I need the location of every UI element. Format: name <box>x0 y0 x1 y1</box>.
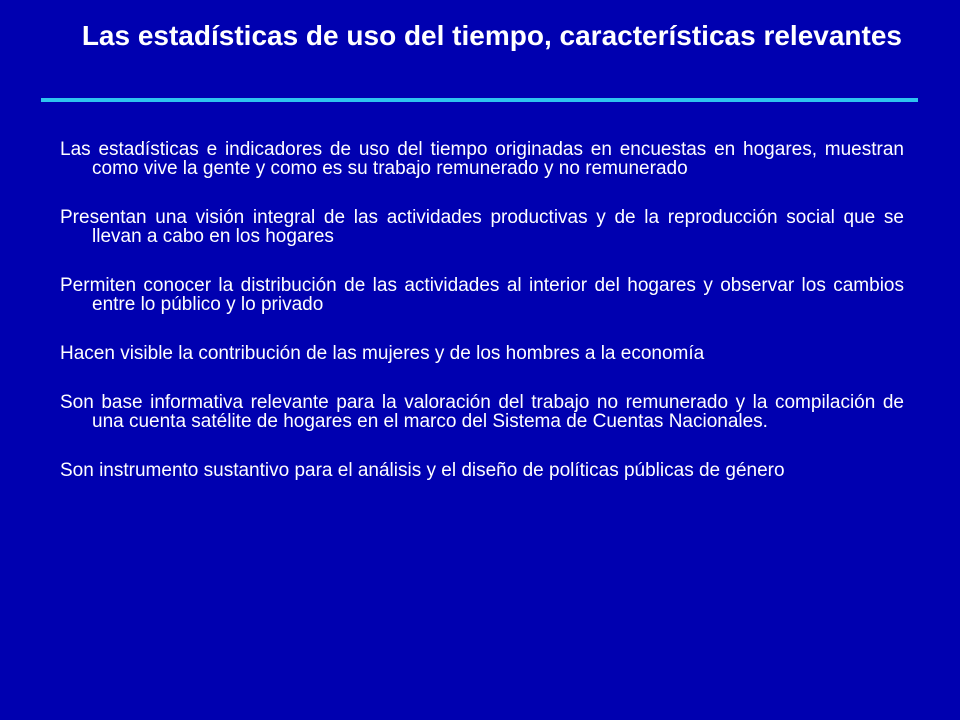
title-underline <box>41 98 918 102</box>
paragraph-2: Presentan una visión integral de las actividades productivas y de la reproducción social que se llevan a cabo en los hogares <box>60 207 904 247</box>
paragraph-5: Son base informativa relevante para la valoración del trabajo no remunerado y la compilación de una cuenta satélite de hogares en el marco del Sistema de Cuentas Nacionales. <box>60 392 904 432</box>
paragraph-6: Son instrumento sustantivo para el análisis y el diseño de políticas públicas de género <box>60 460 785 481</box>
paragraph-4: Hacen visible la contribución de las mujeres y de los hombres a la economía <box>60 343 705 364</box>
paragraph-3: Permiten conocer la distribución de las actividades al interior del hogares y observar los cambios entre lo público y lo privado <box>60 275 904 315</box>
slide-title: Las estadísticas de uso del tiempo, características relevantes <box>81 20 902 51</box>
paragraph-1: Las estadísticas e indicadores de uso del tiempo originadas en encuestas en hogares, muestran como vive la gente y como es su trabajo remunerado y no remunerado <box>60 139 904 179</box>
slide-body <box>60 140 904 510</box>
